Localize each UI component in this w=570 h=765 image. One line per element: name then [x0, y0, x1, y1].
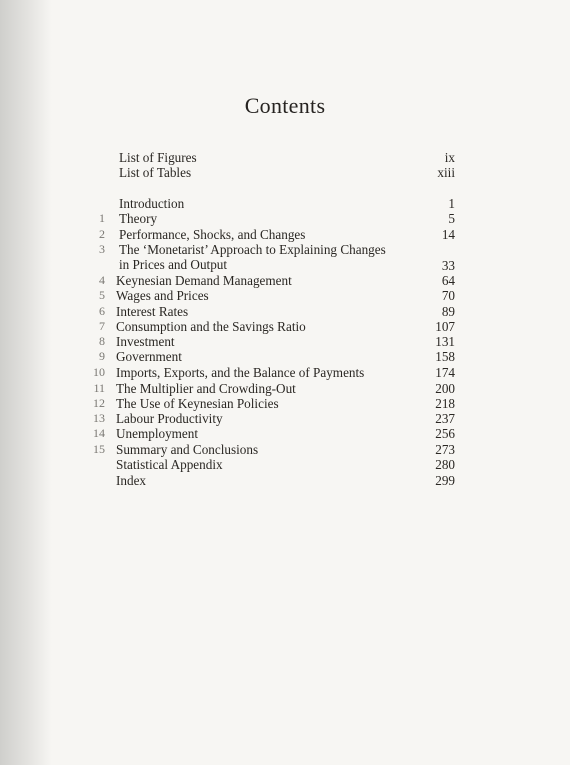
- toc-entry-page: 14: [441, 227, 455, 242]
- toc-entry[interactable]: [0, 242, 570, 258]
- toc-entry[interactable]: [0, 165, 570, 181]
- toc-entry[interactable]: [0, 334, 570, 350]
- toc-entry[interactable]: [0, 304, 570, 320]
- toc-entry-page: 273: [435, 442, 455, 457]
- toc-entry-number: 6: [99, 304, 105, 318]
- toc-entry[interactable]: [0, 426, 570, 442]
- toc-entry-page: 299: [435, 473, 455, 488]
- toc-entry-title: Government: [116, 349, 182, 364]
- toc-entry[interactable]: [0, 227, 570, 243]
- toc-entry-title: Statistical Appendix: [116, 457, 223, 472]
- toc-entry-number: 12: [93, 396, 105, 410]
- toc-entry[interactable]: [0, 396, 570, 412]
- toc-entry-number: 7: [99, 319, 105, 333]
- toc-entry-page: 5: [448, 211, 455, 226]
- toc-entry-number: 2: [99, 227, 105, 241]
- toc-entry-number: 8: [99, 334, 105, 348]
- toc-entry-title: List of Tables: [119, 165, 192, 180]
- toc-entry-number: 3: [99, 242, 105, 256]
- toc-entry[interactable]: [0, 273, 570, 289]
- toc-entry-title: Labour Productivity: [116, 411, 223, 426]
- toc-entry-title: Introduction: [119, 196, 185, 211]
- toc-entry-title: List of Figures: [119, 150, 197, 165]
- toc-entry-number: 15: [93, 442, 105, 456]
- toc-entry[interactable]: [0, 211, 570, 227]
- toc-entry-number: 11: [93, 381, 105, 395]
- toc-entry-title: Summary and Conclusions: [116, 442, 259, 457]
- toc-entry-title: Theory: [119, 211, 158, 226]
- toc-entry-title: Consumption and the Savings Ratio: [116, 319, 306, 334]
- toc-entry-page: 237: [435, 411, 455, 426]
- toc-entry[interactable]: [0, 349, 570, 365]
- toc-entry-page: 70: [441, 288, 455, 303]
- toc-entry[interactable]: [0, 365, 570, 381]
- toc-entry-page: xiii: [437, 165, 455, 180]
- toc-entry[interactable]: [0, 381, 570, 397]
- toc-entry-page: 131: [435, 334, 455, 349]
- toc-entry-page: 1: [448, 196, 455, 211]
- toc-entry[interactable]: [0, 319, 570, 335]
- toc-entry-page: 107: [435, 319, 455, 334]
- toc-entry-title: Investment: [116, 334, 175, 349]
- toc-entry-number: 1: [99, 211, 105, 225]
- toc-entry-title: in Prices and Output: [119, 257, 228, 272]
- toc-entry-title: Unemployment: [116, 426, 199, 441]
- toc-entry[interactable]: [0, 473, 570, 489]
- toc-entry-page: 200: [435, 381, 455, 396]
- toc-entry[interactable]: [0, 196, 570, 212]
- toc-entry-title: The Use of Keynesian Policies: [116, 396, 279, 411]
- toc-entry-title: Imports, Exports, and the Balance of Payments: [116, 365, 365, 380]
- toc-entry[interactable]: [0, 457, 570, 473]
- toc-entry-title: Wages and Prices: [116, 288, 209, 303]
- toc-entry[interactable]: [0, 442, 570, 458]
- toc-entry-page: 256: [435, 426, 455, 441]
- toc-entry-page: 89: [441, 304, 455, 319]
- toc-entry-number: 10: [93, 365, 105, 379]
- toc-entry-title: Performance, Shocks, and Changes: [119, 227, 306, 242]
- toc-entry-title: The ‘Monetarist’ Approach to Explaining Changes: [119, 242, 386, 257]
- toc-entry-number: 5: [99, 288, 105, 302]
- toc-entry-title: Index: [116, 473, 147, 488]
- toc-entry-title: Keynesian Demand Management: [116, 273, 292, 288]
- toc-entry-page: 280: [435, 457, 455, 472]
- toc-entry-number: 14: [93, 426, 105, 440]
- toc-entry-number: 4: [99, 273, 105, 287]
- toc-entry-number: 13: [93, 411, 105, 425]
- toc-entry-continuation[interactable]: [0, 257, 570, 273]
- toc-entry[interactable]: [0, 150, 570, 166]
- toc-entry[interactable]: [0, 411, 570, 427]
- toc-entry-page: 174: [435, 365, 455, 380]
- toc-entry-page: ix: [444, 150, 455, 165]
- toc-entry-page: 33: [441, 258, 455, 273]
- toc-entry[interactable]: [0, 288, 570, 304]
- toc-entry-title: Interest Rates: [116, 304, 189, 319]
- toc-entry-title: The Multiplier and Crowding-Out: [116, 381, 296, 396]
- toc-entry-page: 218: [435, 396, 455, 411]
- toc-entry-page: 64: [441, 273, 455, 288]
- toc-entry-number: 9: [99, 349, 105, 363]
- toc-entry-page: 158: [435, 349, 455, 364]
- page-title: Contents: [244, 93, 326, 118]
